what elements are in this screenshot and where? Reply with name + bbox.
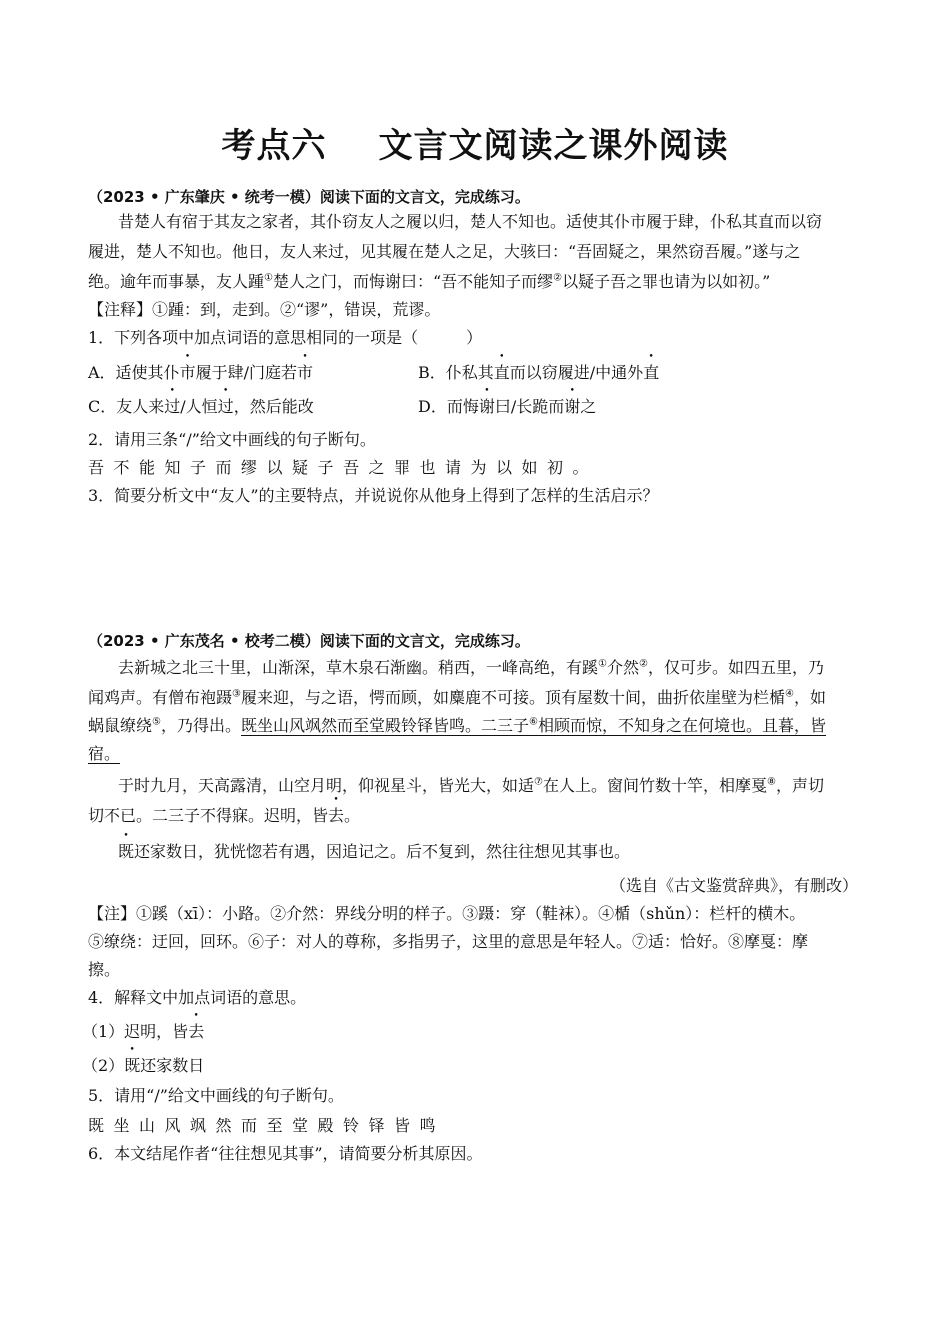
question-2-text: 吾不能知子而缪以疑子吾之罪也请为以如初。	[88, 458, 599, 477]
option-b[interactable]: B．仆私其直而以窃履进/中通外直	[418, 363, 660, 382]
passage2-line5: 于时九月，天高露清，山空月明，仰视星斗，皆光大，如适⑦在人上。窗间竹数十竿，相摩戛⑧，声切	[118, 776, 824, 795]
question-3: 3．简要分析文中“友人”的主要特点，并说说你从他身上得到了怎样的生活启示？	[88, 486, 659, 505]
question-2: 2．请用三条“/”给文中画线的句子断句。	[88, 430, 376, 449]
passage2-line6: 切不已。二三子不得寐。迟明，皆去。	[88, 806, 361, 825]
question-6: 6．本文结尾作者“往往想见其事”，请简要分析其原因。	[88, 1144, 483, 1163]
title-topic: 考点六	[221, 126, 327, 166]
passage2-line4: 宿。	[88, 744, 121, 763]
question-5: 5．请用“/”给文中画线的句子断句。	[88, 1086, 344, 1105]
question-4: 4．解释文中加点词语的意思。	[88, 988, 307, 1007]
option-c[interactable]: C．友人来过/人恒过，然后能改	[88, 397, 314, 416]
note2-line1: 【注】①蹊（xī）：小路。②介然：界线分明的样子。③蹑：穿（鞋袜）。④楯（shǔn）：栏杆的横木。	[88, 904, 806, 923]
title-subject: 文言文阅读之课外阅读	[378, 126, 729, 166]
question-5-text: 既坐山风飒然而至堂殿铃铎皆鸣	[88, 1116, 446, 1135]
option-d[interactable]: D．而悔谢曰/长跪而谢之	[418, 397, 597, 416]
passage2-line1: 去新城之北三十里，山渐深，草木泉石渐幽。稍西，一峰高绝，有蹊①介然②，仅可步。如四五里，乃	[118, 658, 824, 677]
question-4-2: （2）既还家数日	[82, 1056, 205, 1075]
note2-line2: ⑤缭绕：迂回，回环。⑥子：对人的尊称，多指男子，这里的意思是年轻人。⑦适：恰好。⑧摩戛：摩	[88, 932, 809, 951]
citation: （选自《古文鉴赏辞典》，有删改）	[609, 876, 858, 895]
section1-source: （2023 • 广东肇庆 • 统考一模）阅读下面的文言文，完成练习。	[88, 188, 530, 206]
passage2-line7: 既还家数日，犹恍惚若有遇，因追记之。后不复到，然往往想见其事也。	[118, 842, 631, 861]
question-1: 1．下列各项中加点词语的意思相同的一项是（ ）	[88, 328, 483, 347]
passage2-line2: 闻鸡声。有僧布袍蹑③履来迎，与之语，愕而顾，如麋鹿不可接。顶有屋数十间，曲折依崖壁为栏楯④，如	[88, 688, 826, 707]
page-title	[0, 118, 950, 167]
note1: 【注释】①踵：到，走到。②“谬”，错误，荒谬。	[88, 300, 441, 319]
passage1-line1: 昔楚人有宿于其友之家者，其仆窃友人之履以归，楚人不知也。适使其仆市履于肆，仆私其直而以窃	[118, 212, 823, 231]
passage2-line3: 蜗鼠缭绕⑤，乃得出。既坐山风飒然而至堂殿铃铎皆鸣。二三子⑥相顾而惊，不知身之在何境也。且暮，皆	[88, 716, 826, 735]
question-4-1: （1）迟明，皆去	[82, 1022, 205, 1041]
passage1-line2: 履进，楚人不知也。他日，友人来过，见其履在楚人之足，大骇曰：“吾固疑之，果然窃吾履。”遂与之	[88, 242, 801, 261]
section2-source: （2023 • 广东茂名 • 校考二模）阅读下面的文言文，完成练习。	[88, 632, 530, 650]
passage1-line3: 绝。逾年而事暴，友人踵①楚人之门，而悔谢曰：“吾不能知子而缪②以疑子吾之罪也请为以如初。”	[88, 272, 771, 291]
note2-line3: 擦。	[88, 960, 121, 979]
option-a[interactable]: A．适使其仆市履于肆/门庭若市	[88, 363, 313, 382]
